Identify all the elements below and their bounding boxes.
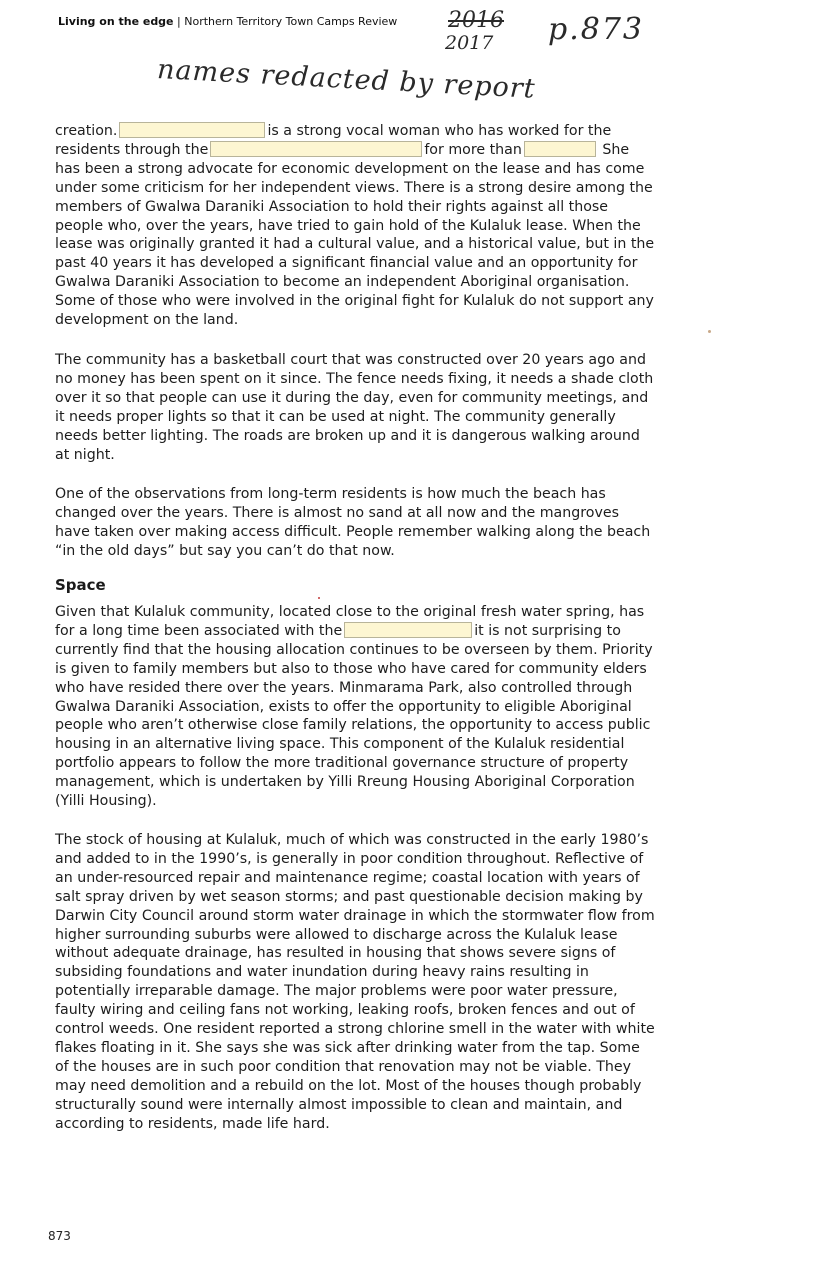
scan-speck	[318, 597, 320, 599]
header-separator: |	[173, 15, 185, 28]
redaction-box	[524, 141, 596, 157]
paragraph-1-part-c: for more than	[424, 141, 522, 158]
redaction-box	[119, 122, 265, 138]
header-subtitle: Northern Territory Town Camps Review	[184, 15, 398, 28]
redaction-box	[210, 141, 422, 157]
handwritten-note: names redacted by report	[156, 54, 537, 105]
paragraph-4	[55, 603, 655, 811]
paragraph-1-part-d: She has been a strong advocate for economic development on the lease and has come under some criticism for her independent views. There is a strong desire among the members of Gwalwa Daraniki Association to hold their rights against all those people who, over the years, have tried to gain hold of the Kulaluk lease. When the lease was originally granted it had a cultural value, and a historical value, but in the past 40 years it has developed a significant financial value and an opportunity for Gwalwa Daraniki Association to become an independent Aboriginal organisation. Some of those who were involved in the original fight for Kulaluk do not support any development on the land.	[55, 141, 655, 329]
redaction-box	[344, 622, 472, 638]
section-heading: Space	[55, 576, 106, 594]
page-number: 873	[48, 1229, 71, 1243]
paragraph-4-part-b: it is not surprising to currently find that the housing allocation continues to be overseen by them. Priority is given to family members but also to those who have cared for community elders who have resided there over the years. Minmarama Park, also controlled through Gwalwa Daraniki Association, exists to offer the opportunity to eligible Aboriginal people who aren’t otherwise close family relations, the opportunity to access public housing in an alternative living space. This component of the Kulaluk residential portfolio appears to follow the more traditional governance structure of property management, which is undertaken by Yilli Rreung Housing Aboriginal Corporation (Yilli Housing).	[55, 622, 653, 810]
handwritten-page-reference: p.873	[548, 12, 645, 47]
paragraph-5-text: The stock of housing at Kulaluk, much of which was constructed in the early 1980’s and added to in the 1990’s, is generally in poor condition throughout. Reflective of an under-resourced repair and maintenance regime; coastal location with years of salt spray driven by wet season storms; and past questionable decision making by Darwin City Council around storm water drainage in which the stormwater flow from higher surrounding suburbs were allowed to discharge across the Kulaluk lease without adequate drainage, has resulted in housing that shows severe signs of subsiding foundations and water inundation during heavy rains resulting in potentially irreparable damage. The major problems were poor water pressure, faulty wiring and ceiling fans not working, leaking roofs, broken fences and out of control weeds. One resident reported a strong chlorine smell in the water with white flakes floating in it. She says she was sick after drinking water from the tap. Some of the houses are in such poor condition that renovation may not be viable. They may need demolition and a rebuild on the lot. Most of the houses though probably structurally sound were internally almost impossible to clean and maintain, and according to residents, made life hard.	[55, 832, 655, 1132]
handwritten-year-struck: 2016	[448, 8, 504, 33]
handwritten-year: 2017	[445, 32, 494, 54]
paragraph-1	[55, 122, 655, 330]
paragraph-2	[55, 351, 655, 464]
paragraph-1-part-a: creation.	[55, 123, 118, 139]
scan-speck	[708, 330, 711, 333]
running-header	[58, 15, 397, 28]
paragraph-4-part-a: Given that Kulaluk community, located close to the original fresh water spring, has for a long time been associated with the	[55, 604, 645, 639]
paragraph-3-text: One of the observations from long-term residents is how much the beach has changed over the years. There is almost no sand at all now and the mangroves have taken over making access difficult. People remember walking along the beach “in the old days” but say you can’t do that now.	[55, 486, 651, 559]
paragraph-3	[55, 485, 655, 561]
paragraph-5	[55, 831, 655, 1134]
paragraph-2-text: The community has a basketball court that was constructed over 20 years ago and no money has been spent on it since. The fence needs fixing, it needs a shade cloth over it so that people can use it during the day, even for community meetings, and it needs proper lights so that it can be used at night. The community generally needs better lighting. The roads are broken up and it is dangerous walking around at night.	[55, 352, 654, 463]
header-title: Living on the edge	[58, 15, 174, 28]
paragraph-1-part-b: is a strong vocal woman who has worked for the residents through the	[55, 123, 612, 158]
